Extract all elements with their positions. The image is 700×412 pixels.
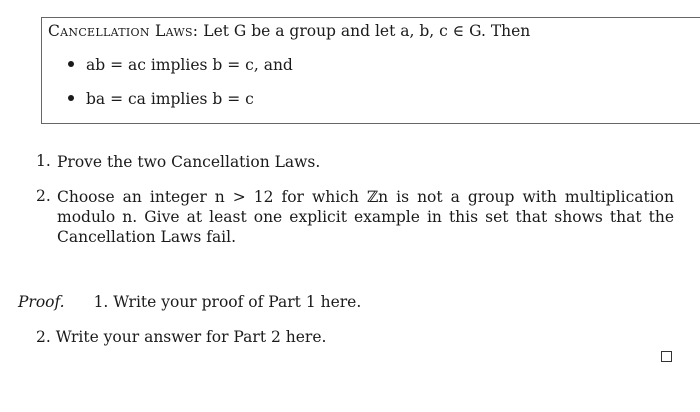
- bullet-text-1: ab = ac implies b = c, and: [86, 56, 293, 74]
- bullet-icon: [68, 95, 74, 101]
- proof-answer-1: [18, 293, 361, 311]
- bullet-text-2: ba = ca implies b = c: [86, 90, 254, 108]
- box-title-label: Cancellation Laws:: [48, 22, 199, 40]
- answer-2-text: Write your answer for Part 2 here.: [55, 328, 327, 346]
- answer-2-number: 2.: [36, 328, 51, 346]
- box-title-text: Let G be a group and let a, b, c ∈ G. Then: [203, 22, 531, 40]
- question-2-text: Choose an integer n > 12 for which ℤn is not a group with multiplication modulo n. Give at least one explicit example in this set that shows that the Cancellation Laws fail.: [57, 188, 674, 246]
- answer-1-number: 1.: [93, 293, 109, 311]
- cancellation-laws-box: [41, 17, 700, 124]
- qed-square-icon: [661, 351, 672, 362]
- bullet-item-1: [68, 56, 293, 74]
- proof-answer-2: [36, 328, 326, 346]
- bullet-icon: [68, 61, 74, 67]
- answer-1-text: Write your proof of Part 1 here.: [113, 293, 362, 311]
- bullet-item-2: [68, 90, 254, 108]
- question-1-text: Prove the two Cancellation Laws.: [57, 153, 321, 171]
- question-1-number: 1.: [36, 152, 51, 170]
- proof-label: Proof.: [18, 293, 65, 311]
- question-2-number: 2.: [36, 187, 51, 205]
- box-title: [48, 22, 530, 40]
